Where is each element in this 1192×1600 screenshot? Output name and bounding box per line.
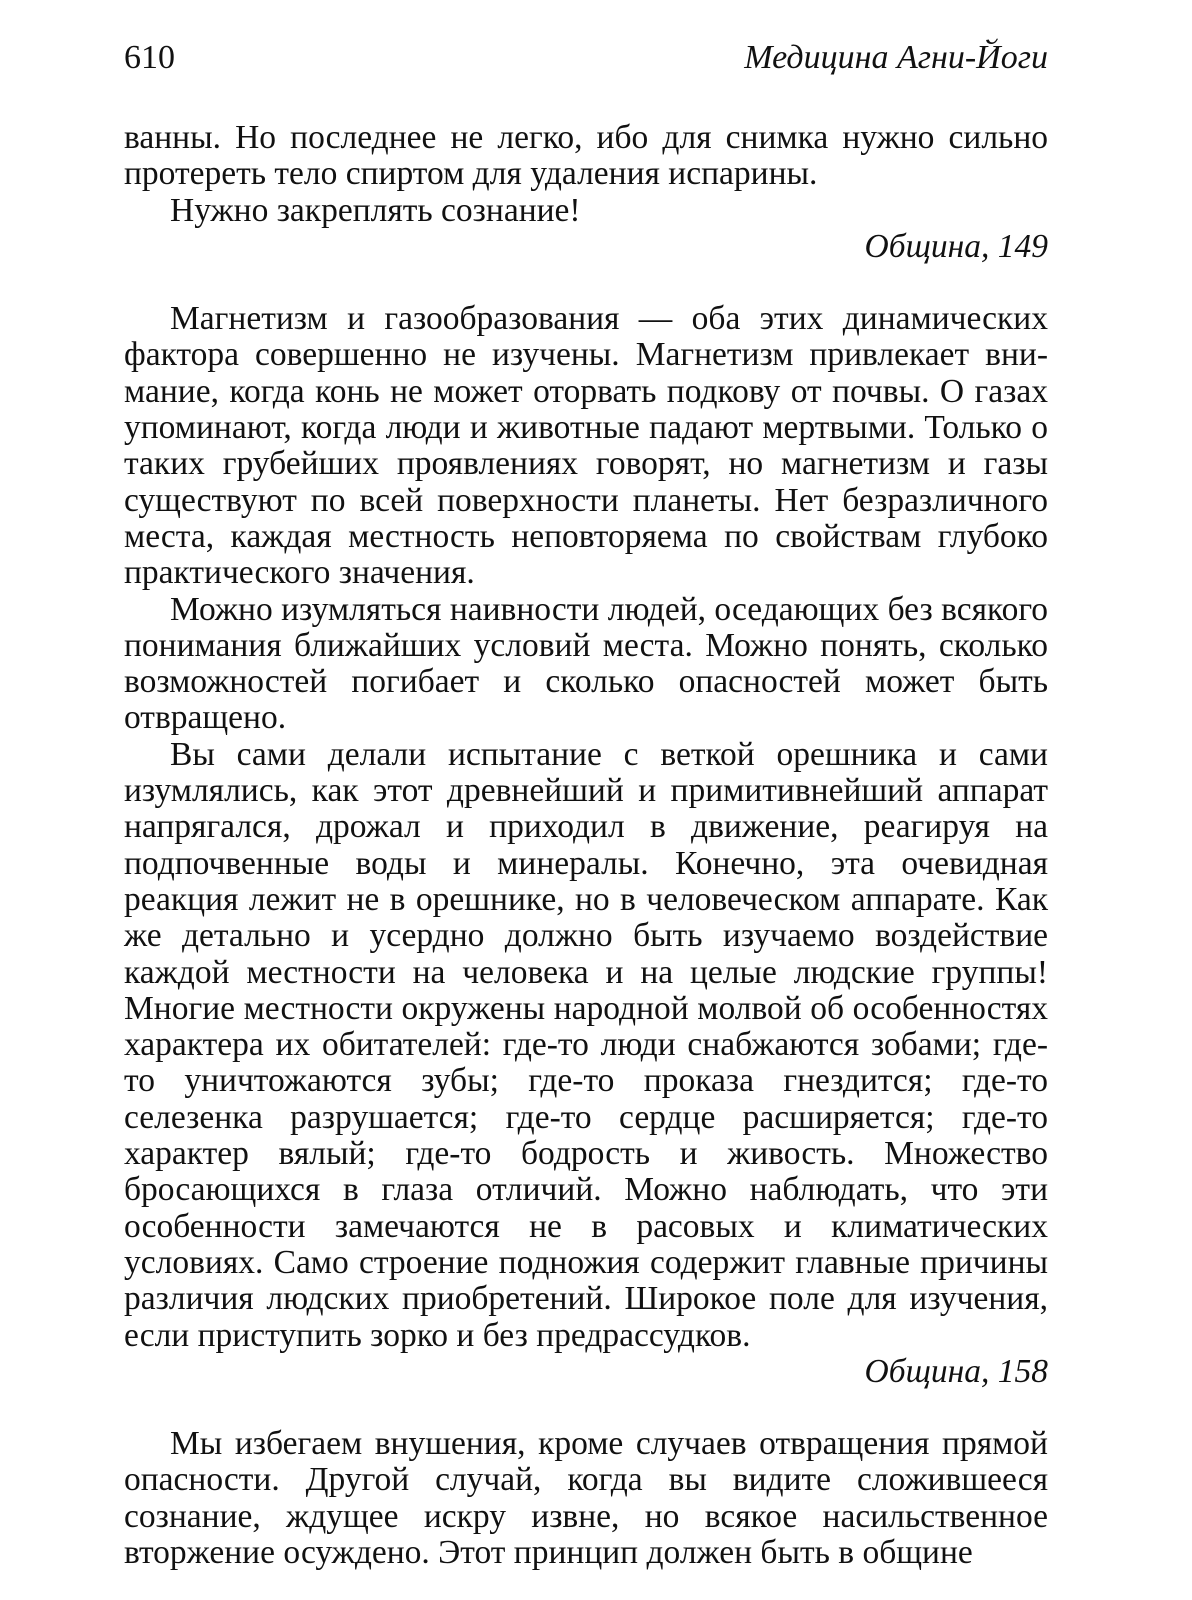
paragraph: ванны. Но последнее не легко, ибо для снимка нужно сильно протереть тело спиртом для удаления испарины.	[124, 119, 1048, 193]
paragraph: Нужно закреплять сознание!	[170, 191, 581, 229]
source-citation: Община, 149	[864, 227, 1048, 265]
page-number: 610	[124, 39, 175, 76]
running-title: Медицина Агни-Йоги	[744, 39, 1048, 76]
page-header	[124, 40, 1048, 84]
paragraph: Можно изумляться наивности людей, оседающих без всякого понимания ближайших условий места. Можно понять, сколько возможностей погибает и сколько опасностей может быть отвращено.	[124, 590, 1048, 737]
paragraph: Мы избегаем внушения, кроме случаев отвращения прямой опасности. Другой случай, когда вы видите сложившееся сознание, ждущее искру извне, но всякое насильственное вторжение осуждено. Этот принцип должен быть в общине	[124, 1425, 1048, 1571]
book-page	[124, 40, 1048, 1571]
page-body	[124, 120, 1048, 1571]
paragraph: Магнетизм и газообразования — оба этих динамических фактора совершенно не изучены. Магнетизм привлекает внимание, когда конь не может оторвать подкову от почвы. О газах упоминают, когда люди и животные падают мертвыми. Только о таких грубейших проявлениях говорят, но магнетизм и газы существуют по всей поверхности планеты. Нет безразличного места, каждая местность неповторяема по свойствам глубоко практического значения.	[124, 300, 1048, 592]
paragraph: Вы сами делали испытание с веткой орешника и сами изумлялись, как этот древнейший и примитивнейший аппарат напрягался, дрожал и приходил в движение, реагируя на подпочвенные воды и минералы. Конечно, эта очевидная реакция лежит не в орешнике, но в человеческом аппарате. Как же детально и усердно должно быть изучаемо воздействие каждой местности на человека и на целые людские группы! Многие местности окружены народной молвой об особенностях характера их обитателей: где-то люди снабжаются зобами; где-то уничтожаются зубы; где-то проказа гнездится; где-то селезенка разрушается; где-то сердце расширяется; где-то характер вялый; где-то бодрость и живость. Множество бросающихся в глаза отличий. Можно наблюдать, что эти особенности замечаются не в расовых и климатических условиях. Само строение подножия содержит главные причины различия людских приобретений. Широкое поле для изучения, если приступить зорко и без предрассудков.	[124, 735, 1048, 1354]
source-citation: Община, 158	[864, 1352, 1048, 1390]
